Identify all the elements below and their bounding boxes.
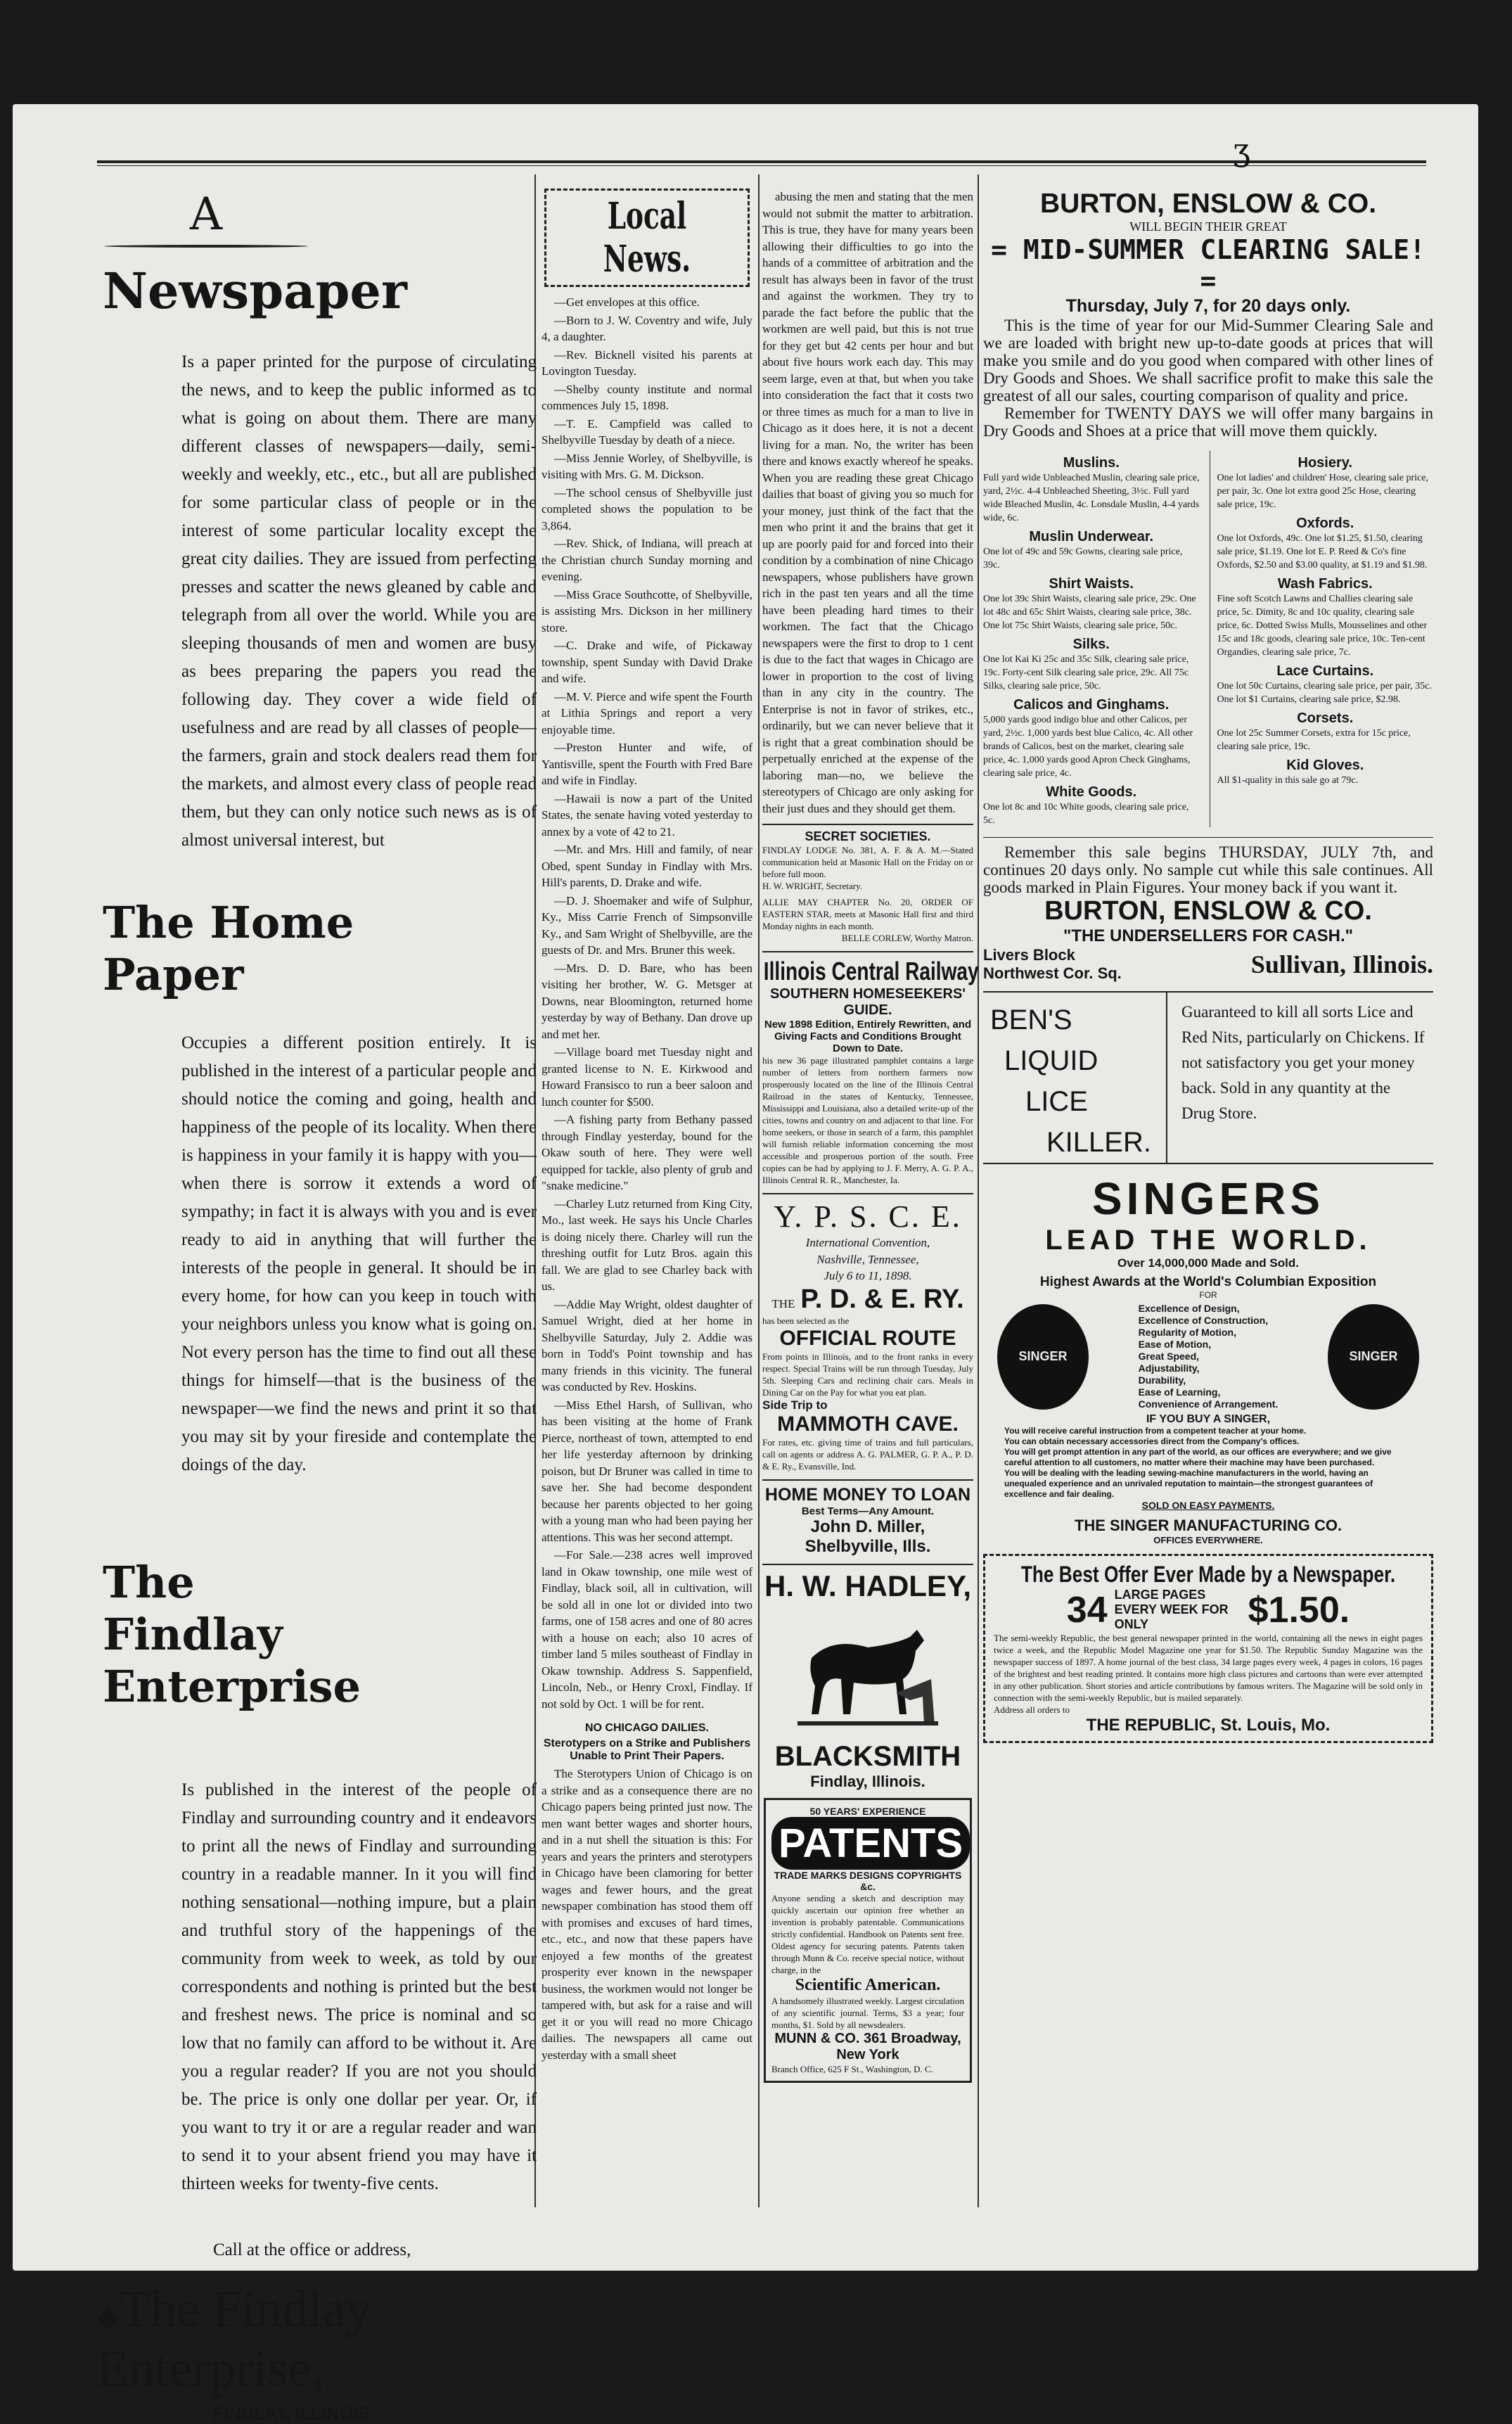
swash-ornament xyxy=(90,241,322,255)
hadley-ad xyxy=(762,1564,973,1791)
price-category-text: One lot Kai Ki 25c and 35c Silk, clearing sale price, 19c. Forty-cent Silk clearing sale price, 29c. All 75c Silks, clearing sale price, 50c. xyxy=(983,654,1189,691)
price-category-text: All $1-quality in this sale go at 79c. xyxy=(1217,775,1359,786)
sale-dates: Thursday, July 7, for 20 days only. xyxy=(1065,296,1351,316)
munn-co: MUNN & CO. 361 Broadway, New York xyxy=(774,2030,961,2062)
local-news-items xyxy=(542,294,752,1712)
price-category-text: One lot Oxfords, 49c. One lot $1.25, $1.50, clearing sale price, $1.19. One lot E. P. Reed & Co's fine Oxfords, $2.50 and $3.00 quality, at $1.19 and $1.98. xyxy=(1217,533,1428,570)
column-ads-middle xyxy=(762,189,979,2228)
column-enterprise-ad xyxy=(90,189,537,2423)
official-route: OFFICIAL ROUTE xyxy=(779,1326,956,1350)
bullet-icon: ◆ xyxy=(97,2301,119,2333)
sale-remember: Remember for TWENTY DAYS we will offer many bargains in Dry Goods and Shoes at a price that will move them quickly. xyxy=(983,404,1433,440)
convention-line: International Convention, xyxy=(805,1236,930,1249)
edition-note: New 1898 Edition, Entirely Rewritten, and Giving Facts and Conditions Brought Down to Date. xyxy=(764,1019,972,1054)
loan-ad xyxy=(762,1479,973,1557)
buy-benefit-line: You will be dealing with the leading sewing-machine manufacturers in the world, having an unequaled experience and an unrivaled reputation to maintain—the strongest guarantees of excellence and fair dealing. xyxy=(1004,1468,1373,1499)
local-news-item: —Village board met Tuesday night and granted license to N. E. Kirkwood and Howard Fransisco to run a beer saloon and lunch counter for $500. xyxy=(542,1045,752,1109)
undersellers: "THE UNDERSELLERS FOR CASH." xyxy=(1063,926,1354,945)
local-news-item: —Hawaii is now a part of the United States, the senate having voted yesterday to annex by a vote of 42 to 21. xyxy=(542,791,752,838)
local-news-item: —Mrs. D. D. Bare, who has been visiting her brother, W. G. Metsger at Downs, near Bloomington, returned home yesterday by way of Bethany. Dan drove up and met her. xyxy=(542,961,752,1041)
badge-text: SINGER xyxy=(1349,1349,1398,1363)
lice-line: LIQUID xyxy=(1004,1045,1098,1076)
side-trip: Side Trip to xyxy=(762,1398,828,1412)
singer-ad xyxy=(983,1173,1433,1545)
patents-text: Anyone sending a sketch and description may quickly ascertain our opinion free whether an invention is probably patentable. Communications strictly confidential. Handbook on Patents sent free. Oldest agency for securing patents. Patents taken through Munn & Co. receive special notice, without charge, in the xyxy=(771,1892,964,1975)
local-news-item: —Charley Lutz returned from King City, Mo., last week. He says his Uncle Charles is doing nicely there. Charley will run the threshing outfit for Lutz Bros. again this fall. We are glad to see Charley back with us. xyxy=(542,1197,752,1293)
ypsce-title: Y. P. S. C. E. xyxy=(774,1199,962,1234)
northwest-corner: Northwest Cor. Sq. xyxy=(983,964,1122,982)
price-category-heading: Muslins. xyxy=(1063,455,1120,471)
local-news-item: —Preston Hunter and wife, of Yantisville, spent the Fourth with Fred Bare and wife in Findlay. xyxy=(542,741,752,787)
enterprise-name xyxy=(97,2280,526,2399)
column-burton-ads xyxy=(983,189,1433,2228)
secret-societies-heading: SECRET SOCIETIES. xyxy=(805,829,931,843)
illinois-central-text: his new 36 page illustrated pamphlet contains a large number of letters from northern farmers now prosperously located on the line of the Illinois Central Railroad in the states of Kentucky, Tennessee, Mississippi and Louisiana, also a detailed write-up of the cities, towns and country on and adjacent to that line. For home seekers, or those in search of a farm, this pamphlet will furnish reliable information concerning the most accessible and prosperous portion of the south. Free copies can be had by applying to J. F. Merry, A. G. P. A., Illinois Central R. R., Manchester, Ia. xyxy=(762,1055,973,1185)
strike-text: The Sterotypers Union of Chicago is on a strike and as a consequence there are no Chicago papers being printed just now. The men want better wages and shorter hours, and in a nut shell the situation is this: For years and years the printers and sterotypers in Chicago have been clamoring for better wages and fewer hours, and the great newspaper combination has stood them off with promises and excuses of hard times, etc., etc., and now that these papers have enjoyed a few months of the greatest prosperity ever known in the newspaper business, the workmen would not longer be tampered with, but ask for a raise and will get it or you will read no more Chicago dailies. The newspapers all came out yesterday with a small sheet xyxy=(542,1767,752,2062)
local-news-item: —Miss Grace Southcotte, of Shelbyville, is assisting Mrs. Dickson in her millinery store. xyxy=(542,587,752,634)
local-news-item: —Rev. Shick, of Indiana, will preach at the Christian church Sunday morning and evening. xyxy=(542,537,752,583)
price-category-heading: Corsets. xyxy=(1297,710,1354,726)
pages-count: 34 xyxy=(1066,1589,1108,1631)
price-category-heading: Muslin Underwear. xyxy=(1029,529,1154,544)
patents-word: PATENTS xyxy=(771,1817,970,1870)
heading-line: Findlay xyxy=(103,1609,283,1660)
local-news-item: —Rev. Bicknell visited his parents at Lovington Tuesday. xyxy=(542,347,752,378)
findlay-enterprise-text: Is published in the interest of the people of Findlay and surrounding country and it endeavors to print all the news of Findlay and surrounding country in a readable manner. In it you will find nothing sensational—nothing impure, but a plain and truthful story of the happenings of the community from week to week, as told by our correspondents and nothing is printed but the best and freshest news. The price is nominal and so low that no family can afford to be without it. Are you a regular reader? If you are not you should be. The price is only one dollar per year. Or, if you want to try it or are a regular reader and wan to send it to your absent friend you may have it thirteen weeks for twenty-five cents. xyxy=(181,1780,537,2193)
home-paper-text: Occupies a different position entirely. It is published in the interest of a particular people and should notice the coming and going, health and happiness of the people of its locality. When there is happiness in your family it is happy with you—when there is sorrow it extends a word of sympathy; in fact it is always with you and is ever ready to aid in anything that will further the interests of the people in general. It should be in every home, for how can you keep in touch with your neighbors unless you know what is going on. Not every person has the time to find out all these things for himself—that is the business of the newspaper—we find the news and print it so that you may sit by your fireside and contemplate the doings of the day. xyxy=(181,1033,537,1474)
local-news-item: —For Sale.—238 acres well improved land in Okaw township, one mile west of Findlay, black soil, all in cultivation, will be sold all in one lot or divided into two farms, one of 158 acres and one of 80 acres with a house on each; also 10 acres of timber land 5 miles southeast of Findlay in Okaw township. Address S. Sappenfield, Lincoln, Neb., or Henry Croxl, Findlay. If not sold by Oct. 1 will be for rent. xyxy=(542,1548,752,1711)
buy-benefits xyxy=(1004,1426,1412,1500)
ypsce-ad xyxy=(762,1193,973,1472)
strike-continued-text: abusing the men and stating that the men would not submit the matter to arbitration. This is true, they have for many years been allowing their difficulties to go into the hands of a committee of arbitration and the result has always been in favor of the trust and against the workmen. They try to parade the fact before the public that the workmen are well paid, but this is not true for they get but 42 cents per hour and but about five hours work each day. This may seem large, even at that, but when you take into consideration the fact that it costs two or three times as much for a man to live in Chicago as it does here, it is not a decent living for a man. No, the writer has been there and knows exactly whereof he speaks. When you are reading these great Chicago dailies that boast of giving you so much for your money, just think of the fact that the men who print it and the brains that get it up are poorly paid for and forced into their condition by a combination of nine Chicago newspapers, whose publishers have grown rich in the past ten years and all the time have been pleading hard times to their workmen. The fact that the Chicago newspapers were the first to drop to 1 cent is due to the fact that wages in Chicago are lower in proportion to the cost of living than in any city in the country. The Enterprise is not in favor of strikes, etc., ordinarily, but we can never believe that it is right that a great combination should be perpetually enriched at the expense of the laboring man—no, we believe the stereotypers of Chicago are only asking for their just dues and they should get them. xyxy=(762,190,973,815)
chapter-notice: ALLIE MAY CHAPTER No. 20, ORDER OF EASTERN STAR, meets at Masonic Hall first and third Monday nights in each month. xyxy=(762,897,973,931)
local-news-item: —C. Drake and wife, of Pickaway township, spent Sunday with David Drake and wife. xyxy=(542,639,752,685)
price-category-text: Fine soft Scotch Lawns and Challies clearing sale price, 5c. Dimity, 8c and 10c quality, clearing sale price, 6c. Dotted Swiss Mulls, Mousselines and other 15c and 18c goods, clearing sale price, 10c. Ten-cent Organdies, clearing sale price, 7c. xyxy=(1217,594,1428,658)
award-item: Ease of Learning, xyxy=(1138,1386,1221,1398)
column-local-news xyxy=(542,189,752,2228)
local-news-item: —Shelby county institute and normal commences July 15, 1898. xyxy=(542,382,752,412)
award-item: Ease of Motion, xyxy=(1138,1339,1212,1350)
lice-killer-name xyxy=(983,993,1167,1163)
local-news-item: —D. J. Shoemaker and wife of Sulphur, Ky., Miss Carrie French of Simpsonville Ky., and Sam Wright of Shelbyville, are the guests of Dr. and Mrs. Bruner this week. xyxy=(542,893,752,957)
offices-everywhere: OFFICES EVERYWHERE. xyxy=(1153,1535,1263,1545)
if-you-buy: IF YOU BUY A SINGER, xyxy=(1146,1413,1271,1425)
offer-text: The semi-weekly Republic, the best general newspaper printed in the world, containing all the news in eight pages twice a week, and the Republic Model Magazine one year for $1.50. The Republic Sunday Magazine was the newspaper success of 1897. A home journal of the best class, 34 large pages every week, 4 pages in colors, 16 pages of the brightest and best reading printed. It contains more high class pictures and cartoons than were ever attempted in any other publication. Short stories and article contributions by famous writers. The Magazine will be sold only in connection with the semi-weekly Republic, but is mailed separately. xyxy=(994,1633,1423,1703)
sale-intro: This is the time of year for our Mid-Summer Clearing Sale and we are loaded with bright new up-to-date goods at prices that will make you smile and do you good when compared with other lines of Dry Goods and Shoes. We shall sacrifice profit to make this sale the greatest of all our sales, courting comparison of quality and price. xyxy=(983,317,1433,404)
mammoth-cave: MAMMOTH CAVE. xyxy=(777,1412,959,1436)
strike-subheading: Sterotypers on a Strike and Publishers Unable to Print Their Papers. xyxy=(543,1737,751,1762)
award-item: Excellence of Design, xyxy=(1138,1303,1240,1314)
local-news-item: —Born to J. W. Coventry and wife, July 4, a daughter. xyxy=(542,313,752,343)
award-item: Adjustability, xyxy=(1138,1363,1200,1374)
award-item: Regularity of Motion, xyxy=(1138,1327,1236,1338)
strike-continued xyxy=(762,189,973,817)
price-category-heading: Calicos and Ginghams. xyxy=(1013,697,1170,713)
home-paper-heading xyxy=(103,897,526,1001)
column-rule xyxy=(978,174,979,2207)
price-category-text: 5,000 yards good indigo blue and other Calicos, per yard, 2½c. 1,000 yards best blue Calico, 4c. All other brands of Calicos, best on the market, clearing sale price, 4c. 1,000 yards good Apron Check Ginghams, clearing sale price, 4c. xyxy=(983,715,1193,779)
blacksmith: BLACKSMITH xyxy=(774,1740,961,1772)
sciam-text: A handsomely illustrated weekly. Largest circulation of any scientific journal. Terms, $3 a year; four months, $1. Sold by all newsdealers. xyxy=(771,1995,965,2030)
illinois-central-ad xyxy=(762,951,979,1186)
strike-article xyxy=(542,1766,752,2063)
local-news-item: —A fishing party from Bethany passed through Findlay yesterday, bound for the Okaw south of here. They were well equipped for tackle, also plenty of grub and "snake medicine." xyxy=(542,1113,752,1192)
price-category-heading: Shirt Waists. xyxy=(1049,576,1134,592)
hadley-location: Findlay, Illinois. xyxy=(810,1772,925,1790)
price-list-right xyxy=(1210,451,1434,827)
price-category-text: One lot 39c Shirt Waists, clearing sale price, 29c. One lot 48c and 65c Shirt Waists, clearing sale price, 38c. One lot 75c Shirt Waists, clearing sale price, 50c. xyxy=(983,594,1196,631)
top-rule xyxy=(97,160,1426,166)
highest-awards: Highest Awards at the World's Columbian Exposition xyxy=(1039,1275,1377,1289)
price-category-heading: Hosiery. xyxy=(1298,455,1352,471)
local-news-item: —Addie May Wright, oldest daughter of Samuel Wright, died at her home in Shelbyville Saturday, July 2. Addie was born in Todd's Point township and has many friends in this vicinity. The funeral was conducted by Rev. Hoskins. xyxy=(542,1297,752,1393)
local-news-item: —The school census of Shelbyville just completed shows the population to be 3,864. xyxy=(542,485,752,532)
for-label: FOR xyxy=(1199,1290,1217,1300)
a-letter: A xyxy=(189,189,223,241)
heading-line: Paper xyxy=(103,949,244,1000)
findlay-enterprise-heading xyxy=(103,1557,526,1713)
newspaper-text: Is a paper printed for the purpose of circulating the news, and to keep the public informed as to what is going on about them. There are many different classes of newspapers—daily, semi-weekly and weekly, etc., etc., but all are published for some particular class of people or in the interest of some particular locality except the great city dailies. They are issued from perfecting presses and scatter the news gleaned by cable and telegraph from all over the world. While you are sleeping thousands of men and women are busy as bees preparing the papers you read the following day. They cover a wide field of usefulness and are read by all classes of people—the farmers, grain and stock dealers read them for the markets, and almost every class of people read them, but they can only notice such news as is of almost universal interest, but xyxy=(181,352,537,850)
local-news-title: Local News. xyxy=(603,195,691,281)
over-made-sold: Over 14,000,000 Made and Sold. xyxy=(1117,1256,1299,1270)
best-terms: Best Terms—Any Amount. xyxy=(801,1505,935,1517)
the-word: THE xyxy=(771,1296,795,1310)
lead-the-world: LEAD THE WORLD. xyxy=(1045,1225,1371,1256)
singer-badge-icon xyxy=(1328,1304,1419,1410)
price-category-heading: Silks. xyxy=(1072,637,1110,652)
price-category-text: One lot of 49c and 59c Gowns, clearing sale price, 39c. xyxy=(983,547,1183,570)
price-category-heading: Lace Curtains. xyxy=(1276,663,1374,679)
livers-block: Livers Block xyxy=(983,946,1075,964)
local-news-item: —Get envelopes at this office. xyxy=(554,295,700,309)
local-news-item: —T. E. Campfield was called to Shelbyville Tuesday by death of a niece. xyxy=(542,416,752,447)
singer-badge-icon xyxy=(997,1304,1089,1410)
call-at-office: Call at the office or address, xyxy=(213,2240,411,2259)
awards-list xyxy=(1139,1303,1279,1410)
buy-benefit-line: You can obtain necessary accessories direct from the Company's offices. xyxy=(1004,1436,1300,1446)
burton-footer: BURTON, ENSLOW & CO. xyxy=(1044,896,1372,926)
midsummer-sale: = MID-SUMMER CLEARING SALE! = xyxy=(991,234,1425,296)
offer-price-line xyxy=(994,1588,1423,1632)
munn-branch: Branch Office, 625 F St., Washington, D. C. xyxy=(771,2063,933,2074)
singer-company: THE SINGER MANUFACTURING CO. xyxy=(1074,1517,1343,1534)
sale-price-list xyxy=(983,451,1433,827)
lice-line: BEN'S xyxy=(990,1004,1072,1035)
trade-marks: TRADE MARKS DESIGNS COPYRIGHTS &c. xyxy=(774,1869,962,1892)
route-text: From points in Illinois, and to the front ranks in every respect. Special Trains will be run through Tuesday, July 5th. Sleeping Cars and reclining chair cars. Meals in Dining Car on the Pay for what you eat plan. xyxy=(762,1351,973,1398)
large-pages: LARGE PAGES EVERY WEEK FOR ONLY xyxy=(1114,1588,1229,1631)
newspaper-page xyxy=(13,104,1478,2423)
homeseekers-guide: SOUTHERN HOMESEEKERS' GUIDE. xyxy=(769,986,966,1018)
award-item: Convenience of Arrangement. xyxy=(1138,1398,1279,1410)
price-category-heading: Kid Gloves. xyxy=(1286,758,1364,773)
price-category-text: One lot 50c Curtains, clearing sale price, per pair, 35c. One lot $1 Curtains, clearing sale price, $2.98. xyxy=(1217,681,1432,705)
newspaper-heading: Newspaper xyxy=(103,262,407,320)
price-category-text: One lot 8c and 10c White goods, clearing sale price, 5c. xyxy=(983,802,1189,826)
award-item: Great Speed, xyxy=(1138,1351,1200,1362)
column-rule xyxy=(758,174,760,2207)
offer-price: $1.50. xyxy=(1248,1589,1350,1631)
miller-name: John D. Miller, Shelbyville, Ills. xyxy=(805,1517,931,1556)
years-experience: 50 YEARS' EXPERIENCE xyxy=(809,1805,926,1817)
hadley-name: H. W. HADLEY, xyxy=(764,1569,972,1602)
heading-line: The Home xyxy=(103,897,354,948)
pde-railway: P. D. & E. RY. xyxy=(800,1284,964,1314)
price-category-text: Full yard wide Unbleached Muslin, clearing sale price, yard, 2½c. 4-4 Unbleached Sheeting, 3½c. Full yard wide Bleached Muslin, 4c. Lonsdale Muslin, 4-4 yards wide, 6c. xyxy=(983,473,1200,523)
price-category-text: One lot 25c Summer Corsets, extra for 15c price, clearing sale price, 19c. xyxy=(1217,728,1411,752)
local-news-item: —Miss Jennie Worley, of Shelbyville, is visiting with Mrs. G. M. Dickson. xyxy=(542,451,752,481)
convention-dates: July 6 to 11, 1898. xyxy=(824,1269,912,1282)
no-chicago-dailies-heading: NO CHICAGO DAILIES. xyxy=(584,1722,709,1734)
chapter-matron: BELLE CORLEW, Worthy Matron. xyxy=(841,933,973,943)
price-category-heading: Oxfords. xyxy=(1296,516,1354,531)
enterprise-location: FINDLAY, ILLINOIS. xyxy=(213,2404,375,2423)
republic-address: THE REPUBLIC, St. Louis, Mo. xyxy=(1086,1716,1331,1735)
local-news-item: —M. V. Pierce and wife spent the Fourth at Lithia Springs and report a very enjoyable time. xyxy=(542,689,752,736)
awards-block xyxy=(997,1303,1419,1410)
award-item: Durability, xyxy=(1138,1374,1186,1386)
republic-offer-ad xyxy=(983,1554,1433,1743)
lice-line: KILLER. xyxy=(1046,1127,1151,1158)
local-news-masthead xyxy=(544,189,750,287)
price-category-heading: Wash Fabrics. xyxy=(1277,576,1373,592)
lodge-notice: FINDLAY LODGE No. 381, A. F. & A. M.—Stated communication held at Masonic Hall on the Friday on or before full moon. xyxy=(762,845,973,879)
price-list-left xyxy=(983,451,1200,827)
award-item: Excellence of Construction, xyxy=(1138,1315,1269,1326)
price-category-heading: White Goods. xyxy=(1046,784,1137,800)
illinois-central-title: Illinois Central Railway xyxy=(763,957,979,985)
scientific-american: Scientific American. xyxy=(795,1975,941,1994)
burton-heading: BURTON, ENSLOW & CO. xyxy=(1039,189,1377,219)
address-orders: Address all orders to xyxy=(994,1704,1070,1715)
sullivan-illinois: Sullivan, Illinois. xyxy=(1250,950,1433,978)
sold-easy: SOLD ON EASY PAYMENTS. xyxy=(1141,1500,1275,1511)
best-offer-title: The Best Offer Ever Made by a Newspaper. xyxy=(1020,1562,1396,1587)
singers-title: SINGERS xyxy=(1091,1173,1325,1224)
local-news-item: —Miss Ethel Harsh, of Sullivan, who has been visiting at the home of Frank Pierce, northeast of town, attempted to end her life yesterday afternoon by drinking poison, but Dr Bruner was called in time to save her. She had become despondent because her parents objected to her going with a young man who had been paying her attentions. This was her second attempt. xyxy=(542,1398,752,1544)
enterprise-name-text: The Findlay Enterprise, xyxy=(97,2281,372,2398)
lice-killer-text: Guaranteed to kill all sorts Lice and Red Nits, particularly on Chickens. If not satisfactory you get your money back. Sold in any quantity at the Drug Store. xyxy=(1181,1003,1425,1122)
horse-illustration xyxy=(790,1609,945,1735)
convention-place: Nashville, Tennessee, xyxy=(816,1252,919,1266)
buy-benefit-line: You will receive careful instruction from a competent teacher at your home. xyxy=(1004,1426,1307,1436)
burton-address xyxy=(983,946,1433,983)
will-begin: WILL BEGIN THEIR GREAT xyxy=(1129,219,1287,234)
selected-note: has been selected as the xyxy=(762,1315,850,1326)
mammoth-text: For rates, etc. giving time of trains and full particulars, call on agents or address A. G. PALMER, G. P. A., P. D. & E. Ry., Evansville, Ind. xyxy=(762,1436,973,1472)
address-left xyxy=(983,946,1122,983)
buy-benefit-line: You will get prompt attention in any part of the world, as our offices are everywhere; and we give careful attention to all customers, no matter where their machine may have been purchased. xyxy=(1004,1447,1392,1467)
lice-line: LICE xyxy=(1025,1086,1088,1117)
heading-line: The xyxy=(103,1557,195,1608)
home-money-loan: HOME MONEY TO LOAN xyxy=(764,1484,971,1505)
heading-line: Enterprise xyxy=(103,1661,361,1712)
price-category-text: One lot ladies' and children' Hose, clearing sale price, per pair, 3c. One lot extra good 25c Hose, clearing sale price, 19c. xyxy=(1217,473,1428,510)
patents-ad xyxy=(764,1798,972,2083)
pde-line xyxy=(762,1284,973,1315)
badge-text: SINGER xyxy=(1018,1349,1068,1363)
page-corner-mark: ʒ xyxy=(1233,132,1250,168)
lice-killer-ad xyxy=(983,991,1433,1164)
secret-societies xyxy=(762,824,973,944)
lodge-secretary: H. W. WRIGHT, Secretary. xyxy=(762,881,863,891)
local-news-item: —Mr. and Mrs. Hill and family, of near Obed, spent Sunday in Findlay with Mrs. Hill's parents, D. Drake and wife. xyxy=(542,843,752,889)
sale-remember-2: Remember this sale begins THURSDAY, JULY 7th, and continues 20 days only. No sample cut while this sale continues. All goods marked in Plain Figures. Your money back if you want it. xyxy=(983,837,1433,896)
